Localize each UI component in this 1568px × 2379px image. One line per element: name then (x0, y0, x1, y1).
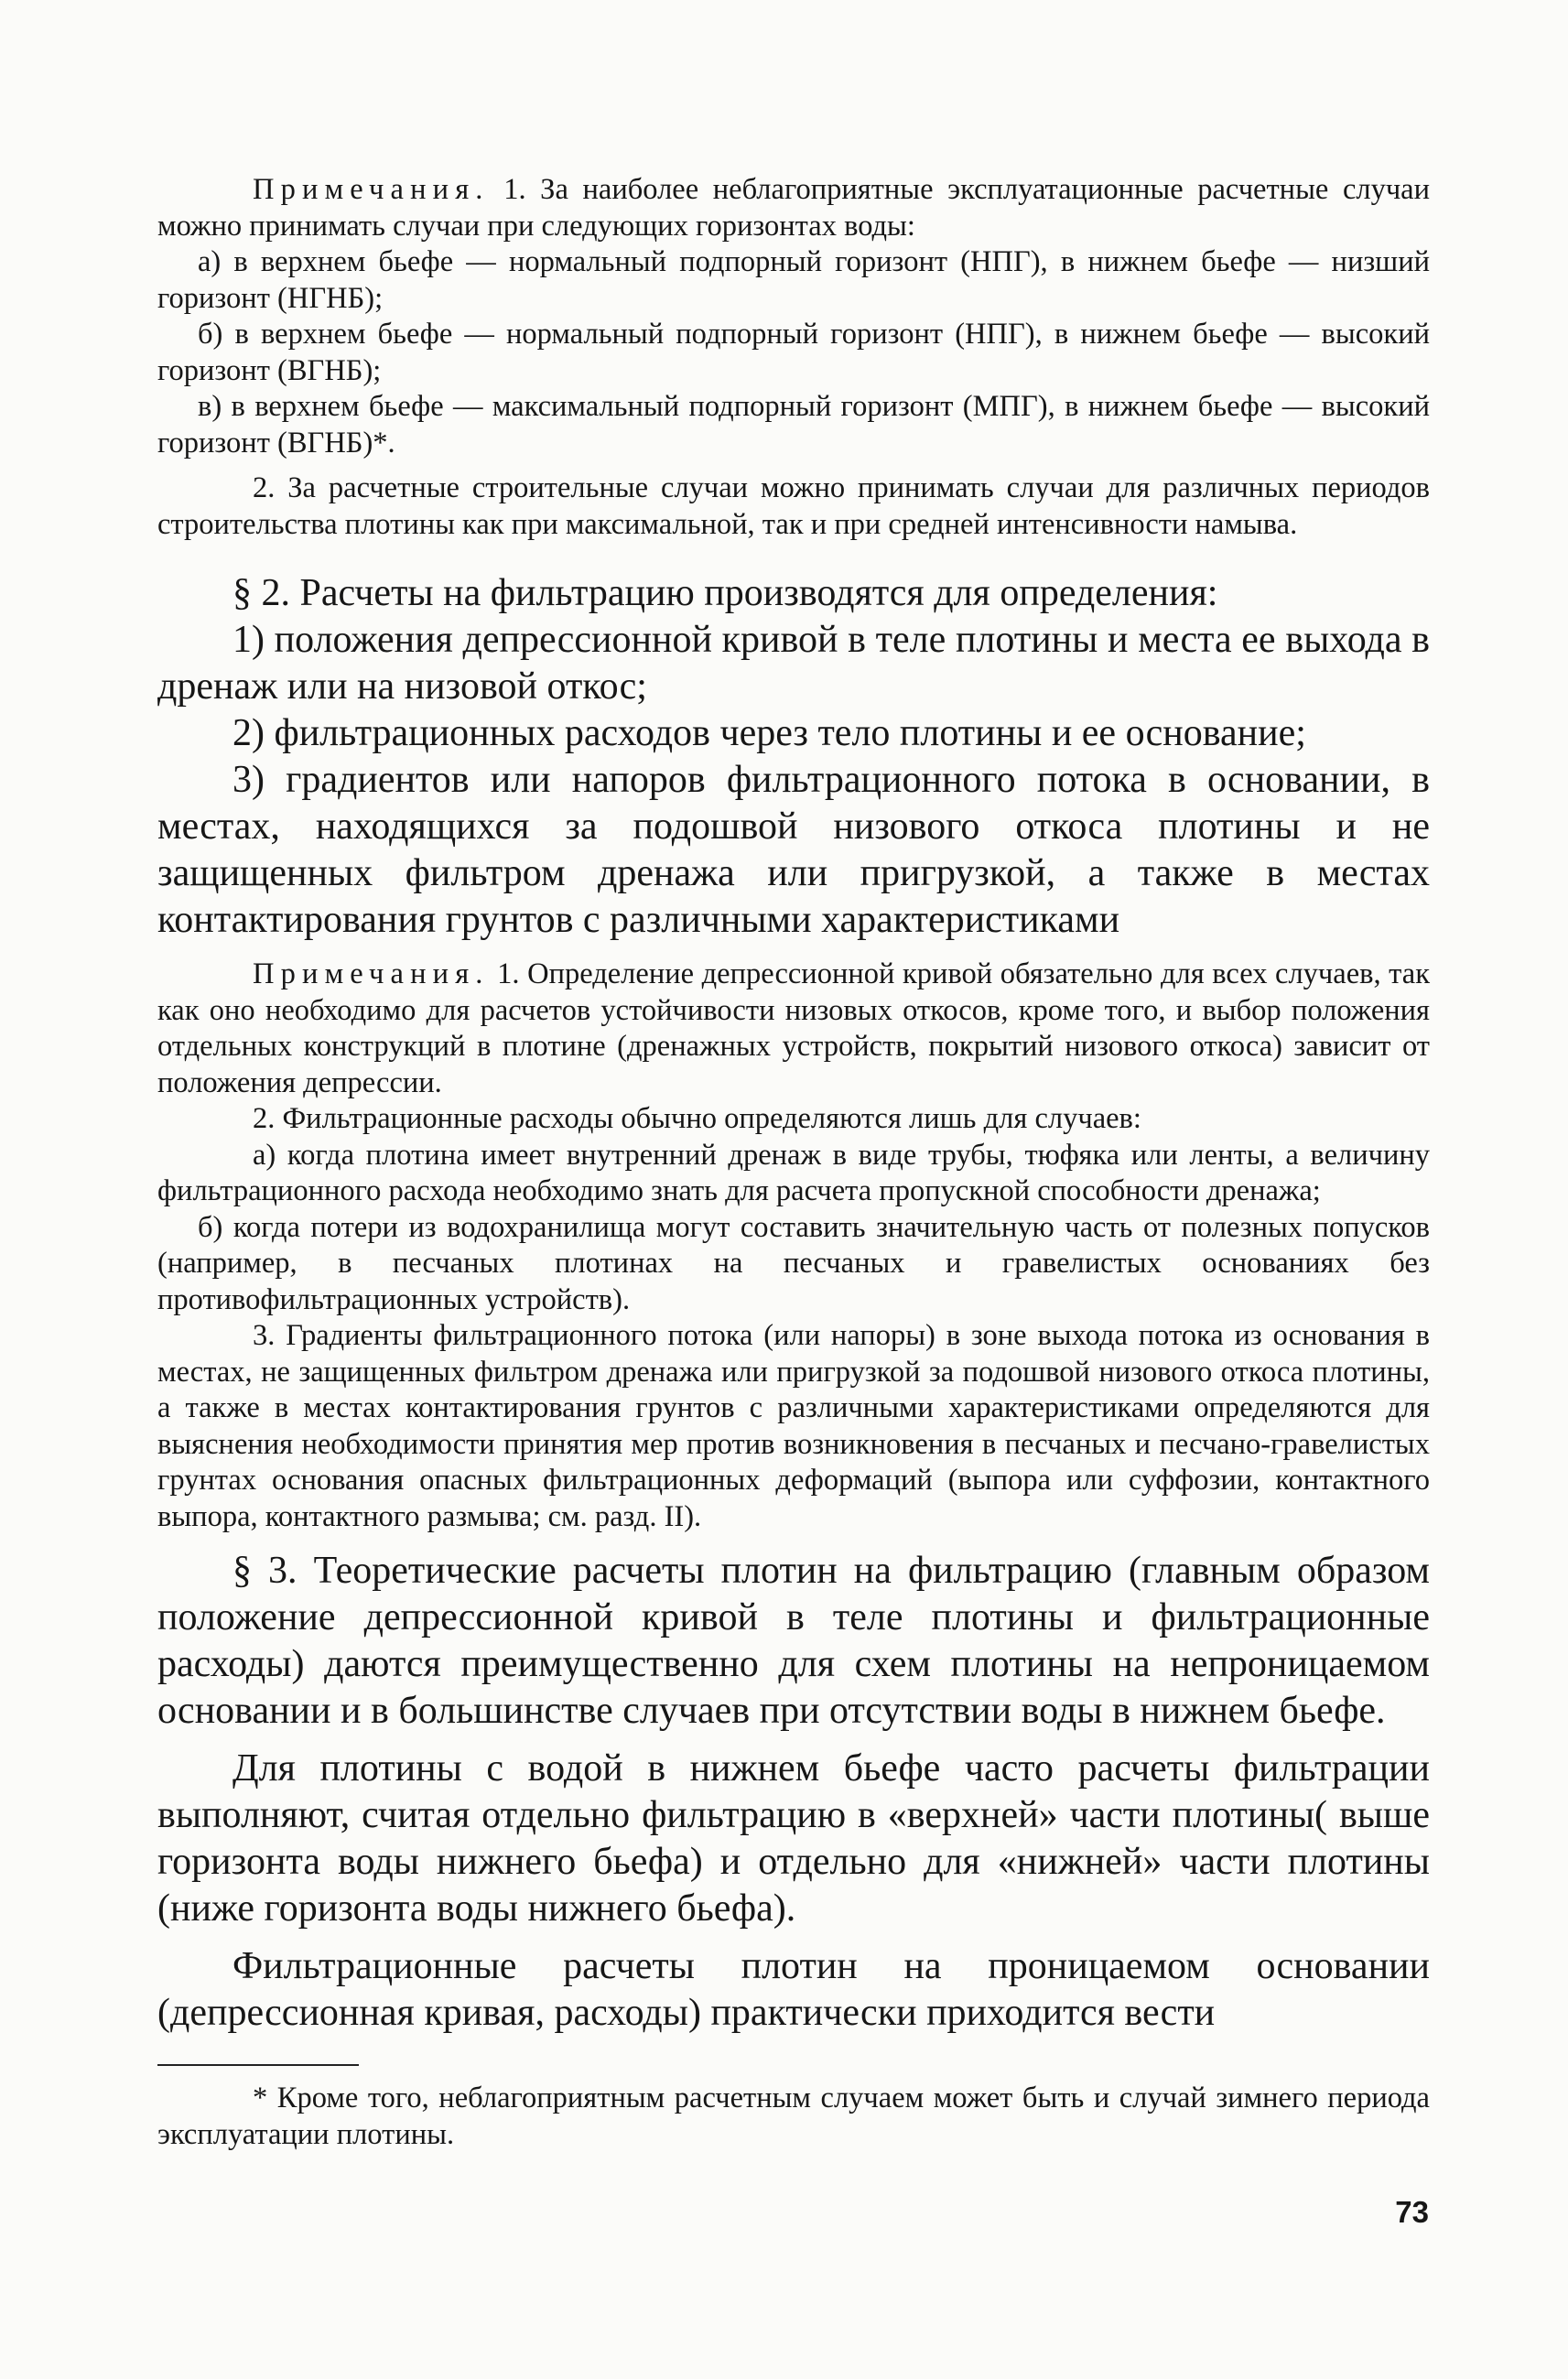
page-number: 73 (1395, 2195, 1429, 2229)
notes-label-2: Примечания. (253, 957, 490, 990)
section-2-item-3: 3) градиентов или напоров фильтрационного потока в основании, в местах, находящихся за подошвой низового откоса плотины и не защищенных фильтром дренажа или пригрузкой, а также в местах контактирования грунтов с различными характеристиками (157, 759, 1430, 941)
notes-1-lead-text: 1. За наиболее неблагоприятные эксплуатационные расчетные случаи можно принимать случаи при следующих горизонтах воды: (157, 173, 1430, 243)
notes-1-lead (157, 172, 1430, 244)
notes-2-note-1-text: 1. Определение депрессионной кривой обязательно для всех случаев, так как оно необходимо для расчетов устойчивости низовых откосов, кроме того, и выбор положения отдельных конструкций в плотине (дренажных устройств, покрытий низового откоса) зависит от положения депрессии. (157, 957, 1430, 1099)
section-3-paragraph-1: § 3. Теоретические расчеты плотин на фильтрацию (главным образом положение депрессионной кривой в теле плотины и фильтрационные расходы) даются преимущественно для схем плотины на непроницаемом основании и в большинстве случаев при отсутствии воды в нижнем бьефе. (157, 1550, 1430, 1732)
notes-1-note-2: 2. За расчетные строительные случаи можно принимать случаи для различных периодов строительства плотины как при максимальной, так и при средней интенсивности намыва. (157, 471, 1430, 541)
section-3-paragraph-2: Для плотины с водой в нижнем бьефе часто расчеты фильтрации выполняют, считая отдельно фильтрацию в «верхней» части плотины( выше горизонта воды нижнего бьефа) и отдельно для «нижней» части плотины (ниже горизонта воды нижнего бьефа). (157, 1747, 1430, 1930)
notes-1-item-c: в) в верхнем бьефе — максимальный подпорный горизонт (МПГ), в нижнем бьефе — высокий горизонт (ВГНБ)*. (157, 390, 1430, 460)
notes-2-note-2: 2. Фильтрационные расходы обычно определяются лишь для случаев: (253, 1102, 1141, 1135)
section-2-item-2: 2) фильтрационных расходов через тело плотины и ее основание; (232, 712, 1306, 754)
notes-2-note-2b: б) когда потери из водохранилища могут составить значительную часть от полезных попусков (например, в песчаных плотинах на песчаных и гравелистых основаниях без противофильтрационных устройств). (157, 1210, 1430, 1316)
section-2-intro: § 2. Расчеты на фильтрацию производятся для определения: (232, 572, 1218, 614)
section-2-item-1: 1) положения депрессионной кривой в теле плотины и места ее выхода в дренаж или на низовой откос; (157, 619, 1430, 708)
footnote-divider (157, 2064, 359, 2066)
notes-2-note-1 (157, 957, 1430, 1101)
footnote: * Кроме того, неблагоприятным расчетным случаем может быть и случай зимнего периода эксплуатации плотины. (157, 2082, 1430, 2151)
notes-label: Примечания. (253, 173, 490, 206)
notes-2-note-3: 3. Градиенты фильтрационного потока (или напоры) в зоне выхода потока из основания в местах, не защищенных фильтром дренажа или пригрузкой за подошвой низового откоса плотины, а также в местах контактирования грунтов с различными характеристиками определяются для выяснения необходимости принятия мер против возникновения в песчаных и песчано-гравелистых грунтах основания опасных фильтрационных деформаций (выпора или суффозии, контактного выпора, контактного размыва; см. разд. II). (157, 1319, 1430, 1533)
notes-1-item-a: а) в верхнем бьефе — нормальный подпорный горизонт (НПГ), в нижнем бьефе — низший горизонт (НГНБ); (157, 245, 1430, 315)
section-3-paragraph-3: Фильтрационные расчеты плотин на проницаемом основании (депрессионная кривая, расходы) практически приходится вести (157, 1945, 1430, 2034)
notes-2-note-2a: а) когда плотина имеет внутренний дренаж в виде трубы, тюфяка или ленты, а величину фильтрационного расхода необходимо знать для расчета пропускной способности дренажа; (157, 1138, 1430, 1207)
notes-1-item-b: б) в верхнем бьефе — нормальный подпорный горизонт (НПГ), в нижнем бьефе — высокий горизонт (ВГНБ); (157, 318, 1430, 387)
page-body (157, 172, 1430, 2153)
